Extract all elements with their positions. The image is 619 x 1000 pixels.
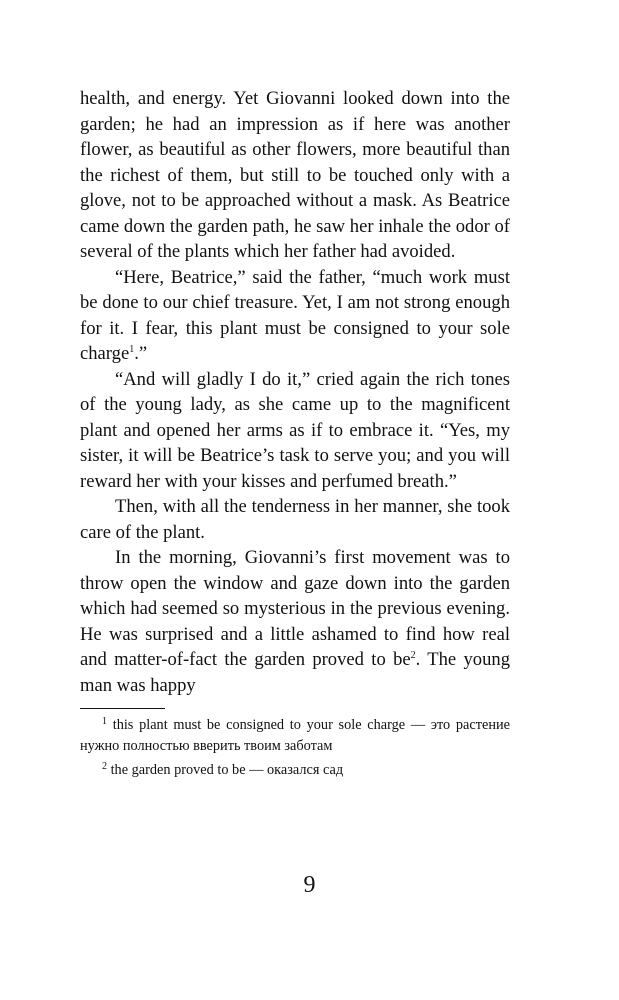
paragraph-text: health, and energy. Yet Giovanni looked down into the garden; he had an impression as if here was another flower, as beautiful as other flowers, more beautiful than the richest of them, but still to be touched only with a glove, not to be approached without a mask. As Beatrice came down the garden path, he saw her inhale the odor of several of the plants which her father had avoided. <box>80 88 510 262</box>
paragraph <box>80 86 510 265</box>
footnote-divider <box>80 708 165 709</box>
footnote-text: this plant must be consigned to your sole charge — это растение нужно полностью вверить твоим заботам <box>80 717 510 754</box>
paragraph-text: “And will gladly I do it,” cried again the rich tones of the young lady, as she came up to the magnificent plant and opened her arms as if to embrace it. “Yes, my sister, it will be Beatrice’s task to serve you; and you will reward her with your kisses and perfumed breath.” <box>80 368 510 492</box>
footnote-text: the garden proved to be — оказался сад <box>110 762 344 778</box>
footnote-reference: 2 <box>410 650 416 661</box>
paragraph-text: Then, with all the tenderness in her manner, she took care of the plant. <box>80 496 510 543</box>
footnote-mark: 2 <box>102 761 107 772</box>
paragraph-text: In the morning, Giovanni’s first movement was to throw open the window and gaze down into the garden which had seemed so mysterious in the previous evening. He was surprised and a little ashamed to find how real and matter-of-fact the garden proved to be <box>80 547 510 670</box>
footnote-mark: 1 <box>102 716 107 727</box>
footnotes <box>80 715 510 781</box>
footnote-reference: 1 <box>129 344 135 355</box>
footnote <box>80 760 510 781</box>
book-page <box>80 86 510 785</box>
footnote <box>80 715 510 756</box>
paragraph-text: .” <box>134 343 148 364</box>
paragraph <box>80 265 510 367</box>
paragraph-text: “Here, Beatrice,” said the father, “much work must be done to our chief treasure. Yet, I am not strong enough for it. I fear, this plant must be consigned to your sole charge <box>80 266 510 364</box>
body-text <box>80 86 510 698</box>
paragraph <box>80 494 510 545</box>
paragraph <box>80 545 510 698</box>
paragraph <box>80 367 510 495</box>
paragraph-text: . The young man was happy <box>80 649 510 696</box>
page-number: 9 <box>303 872 316 898</box>
